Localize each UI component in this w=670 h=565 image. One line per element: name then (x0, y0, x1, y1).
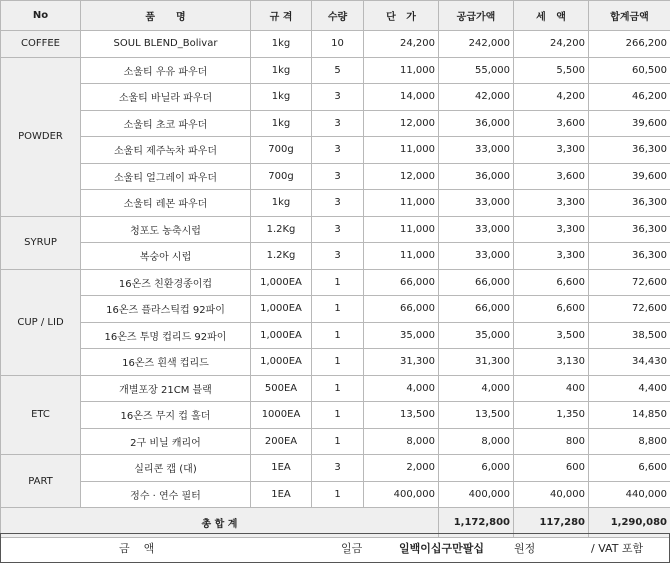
item-qty: 1 (312, 481, 364, 508)
item-price: 400,000 (364, 481, 439, 508)
header-supply: 공급가액 (439, 1, 514, 31)
amount-label: 금 액 (119, 542, 155, 555)
item-tax: 400 (514, 375, 589, 402)
item-tax: 3,500 (514, 322, 589, 349)
header-no: No (1, 1, 81, 31)
item-supply: 13,500 (439, 402, 514, 429)
item-name: 소울티 얼그레이 파우더 (81, 163, 251, 190)
table-row (1, 31, 670, 58)
item-price: 24,200 (364, 31, 439, 58)
table-row (1, 163, 670, 190)
item-spec: 1kg (251, 31, 312, 58)
item-spec: 1000EA (251, 402, 312, 429)
item-spec: 1kg (251, 57, 312, 84)
item-total: 34,430 (589, 349, 670, 376)
item-total: 6,600 (589, 455, 670, 482)
item-supply: 33,000 (439, 190, 514, 217)
item-total: 38,500 (589, 322, 670, 349)
header-qty: 수량 (312, 1, 364, 31)
table-row (1, 296, 670, 323)
totals-tax: 117,280 (514, 508, 589, 538)
item-tax: 3,300 (514, 190, 589, 217)
item-name: 소울티 제주녹차 파우더 (81, 137, 251, 164)
totals-supply: 1,172,800 (439, 508, 514, 538)
item-name: SOUL BLEND_Bolivar (81, 31, 251, 58)
item-tax: 3,300 (514, 137, 589, 164)
item-price: 31,300 (364, 349, 439, 376)
item-supply: 42,000 (439, 84, 514, 111)
item-price: 12,000 (364, 163, 439, 190)
item-tax: 1,350 (514, 402, 589, 429)
item-name: 16온즈 투명 컵리드 92파이 (81, 322, 251, 349)
item-total: 46,200 (589, 84, 670, 111)
item-supply: 35,000 (439, 322, 514, 349)
item-total: 36,300 (589, 243, 670, 270)
item-supply: 36,000 (439, 110, 514, 137)
item-qty: 5 (312, 57, 364, 84)
category-coffee: COFFEE (1, 31, 81, 58)
table-row (1, 375, 670, 402)
amount-footer (0, 533, 670, 563)
item-spec: 500EA (251, 375, 312, 402)
table-row (1, 455, 670, 482)
item-qty: 3 (312, 243, 364, 270)
item-price: 12,000 (364, 110, 439, 137)
item-supply: 66,000 (439, 296, 514, 323)
item-total: 440,000 (589, 481, 670, 508)
item-total: 36,300 (589, 137, 670, 164)
item-spec: 1,000EA (251, 349, 312, 376)
item-total: 14,850 (589, 402, 670, 429)
table-row (1, 428, 670, 455)
item-tax: 3,300 (514, 243, 589, 270)
item-tax: 24,200 (514, 31, 589, 58)
item-name: 소울티 초코 파우더 (81, 110, 251, 137)
item-supply: 33,000 (439, 216, 514, 243)
item-total: 60,500 (589, 57, 670, 84)
item-supply: 31,300 (439, 349, 514, 376)
table-row (1, 110, 670, 137)
table-row (1, 216, 670, 243)
header-tax: 세 액 (514, 1, 589, 31)
header-item: 품 명 (81, 1, 251, 31)
item-spec: 1kg (251, 84, 312, 111)
item-name: 실리콘 캡 (대) (81, 455, 251, 482)
category-part: PART (1, 455, 81, 508)
item-tax: 40,000 (514, 481, 589, 508)
item-qty: 1 (312, 428, 364, 455)
item-qty: 1 (312, 269, 364, 296)
item-spec: 1.2Kg (251, 216, 312, 243)
header-spec: 규 격 (251, 1, 312, 31)
totals-label: 총 합 계 (1, 508, 439, 538)
item-total: 8,800 (589, 428, 670, 455)
table-row (1, 57, 670, 84)
item-price: 4,000 (364, 375, 439, 402)
item-tax: 3,600 (514, 163, 589, 190)
item-price: 14,000 (364, 84, 439, 111)
category-cup-lid: CUP / LID (1, 269, 81, 375)
item-price: 13,500 (364, 402, 439, 429)
item-qty: 3 (312, 137, 364, 164)
item-spec: 1kg (251, 110, 312, 137)
item-price: 66,000 (364, 269, 439, 296)
item-total: 36,300 (589, 190, 670, 217)
header-unit-price: 단 가 (364, 1, 439, 31)
header-row (1, 1, 670, 31)
item-name: 소울티 바닐라 파우더 (81, 84, 251, 111)
table-row (1, 269, 670, 296)
item-total: 39,600 (589, 110, 670, 137)
item-tax: 6,600 (514, 269, 589, 296)
item-supply: 66,000 (439, 269, 514, 296)
item-tax: 3,600 (514, 110, 589, 137)
item-supply: 33,000 (439, 137, 514, 164)
item-spec: 1,000EA (251, 322, 312, 349)
amount-unit: 원정 (514, 542, 536, 555)
item-supply: 33,000 (439, 243, 514, 270)
item-name: 16온즈 친환경종이컵 (81, 269, 251, 296)
item-supply: 242,000 (439, 31, 514, 58)
item-qty: 1 (312, 402, 364, 429)
item-total: 36,300 (589, 216, 670, 243)
item-qty: 3 (312, 84, 364, 111)
item-price: 11,000 (364, 190, 439, 217)
item-qty: 3 (312, 216, 364, 243)
item-price: 8,000 (364, 428, 439, 455)
item-tax: 3,300 (514, 216, 589, 243)
item-price: 11,000 (364, 216, 439, 243)
item-qty: 1 (312, 375, 364, 402)
item-spec: 700g (251, 163, 312, 190)
item-spec: 1,000EA (251, 296, 312, 323)
item-name: 소울티 레몬 파우더 (81, 190, 251, 217)
item-spec: 1EA (251, 481, 312, 508)
item-spec: 1kg (251, 190, 312, 217)
item-supply: 6,000 (439, 455, 514, 482)
totals-total: 1,290,080 (589, 508, 670, 538)
item-qty: 3 (312, 163, 364, 190)
item-price: 11,000 (364, 243, 439, 270)
vat-note: / VAT 포함 (591, 542, 644, 555)
item-tax: 6,600 (514, 296, 589, 323)
item-supply: 36,000 (439, 163, 514, 190)
item-tax: 5,500 (514, 57, 589, 84)
item-qty: 1 (312, 296, 364, 323)
item-name: 개별포장 21CM 블랙 (81, 375, 251, 402)
item-total: 39,600 (589, 163, 670, 190)
item-spec: 1EA (251, 455, 312, 482)
item-qty: 1 (312, 322, 364, 349)
table-row (1, 84, 670, 111)
item-name: 정수 · 연수 필터 (81, 481, 251, 508)
table-row (1, 322, 670, 349)
item-name: 2구 비닐 캐리어 (81, 428, 251, 455)
item-name: 복숭아 시럽 (81, 243, 251, 270)
item-total: 72,600 (589, 296, 670, 323)
item-qty: 3 (312, 110, 364, 137)
table-row (1, 243, 670, 270)
table-row (1, 349, 670, 376)
item-name: 청포도 농축시럽 (81, 216, 251, 243)
item-total: 266,200 (589, 31, 670, 58)
item-price: 11,000 (364, 137, 439, 164)
table-row (1, 137, 670, 164)
item-qty: 3 (312, 190, 364, 217)
header-total: 합계금액 (589, 1, 670, 31)
item-name: 16온즈 흰색 컵리드 (81, 349, 251, 376)
item-qty: 1 (312, 349, 364, 376)
item-spec: 700g (251, 137, 312, 164)
item-tax: 800 (514, 428, 589, 455)
item-name: 16온즈 플라스틱컵 92파이 (81, 296, 251, 323)
item-spec: 200EA (251, 428, 312, 455)
category-powder: POWDER (1, 57, 81, 216)
item-price: 66,000 (364, 296, 439, 323)
item-tax: 3,130 (514, 349, 589, 376)
table-row (1, 190, 670, 217)
item-supply: 4,000 (439, 375, 514, 402)
item-spec: 1.2Kg (251, 243, 312, 270)
amount-prefix: 일금 (341, 542, 363, 555)
item-total: 72,600 (589, 269, 670, 296)
table-row (1, 402, 670, 429)
item-tax: 600 (514, 455, 589, 482)
item-qty: 10 (312, 31, 364, 58)
item-supply: 8,000 (439, 428, 514, 455)
item-name: 소울티 우유 파우더 (81, 57, 251, 84)
item-price: 11,000 (364, 57, 439, 84)
item-price: 35,000 (364, 322, 439, 349)
item-price: 2,000 (364, 455, 439, 482)
item-supply: 55,000 (439, 57, 514, 84)
table-row (1, 481, 670, 508)
item-qty: 3 (312, 455, 364, 482)
category-syrup: SYRUP (1, 216, 81, 269)
item-spec: 1,000EA (251, 269, 312, 296)
item-tax: 4,200 (514, 84, 589, 111)
amount-in-words: 일백이십구만팔십 (399, 542, 485, 555)
item-supply: 400,000 (439, 481, 514, 508)
item-total: 4,400 (589, 375, 670, 402)
item-name: 16온즈 무지 컵 홀더 (81, 402, 251, 429)
category-etc: ETC (1, 375, 81, 455)
